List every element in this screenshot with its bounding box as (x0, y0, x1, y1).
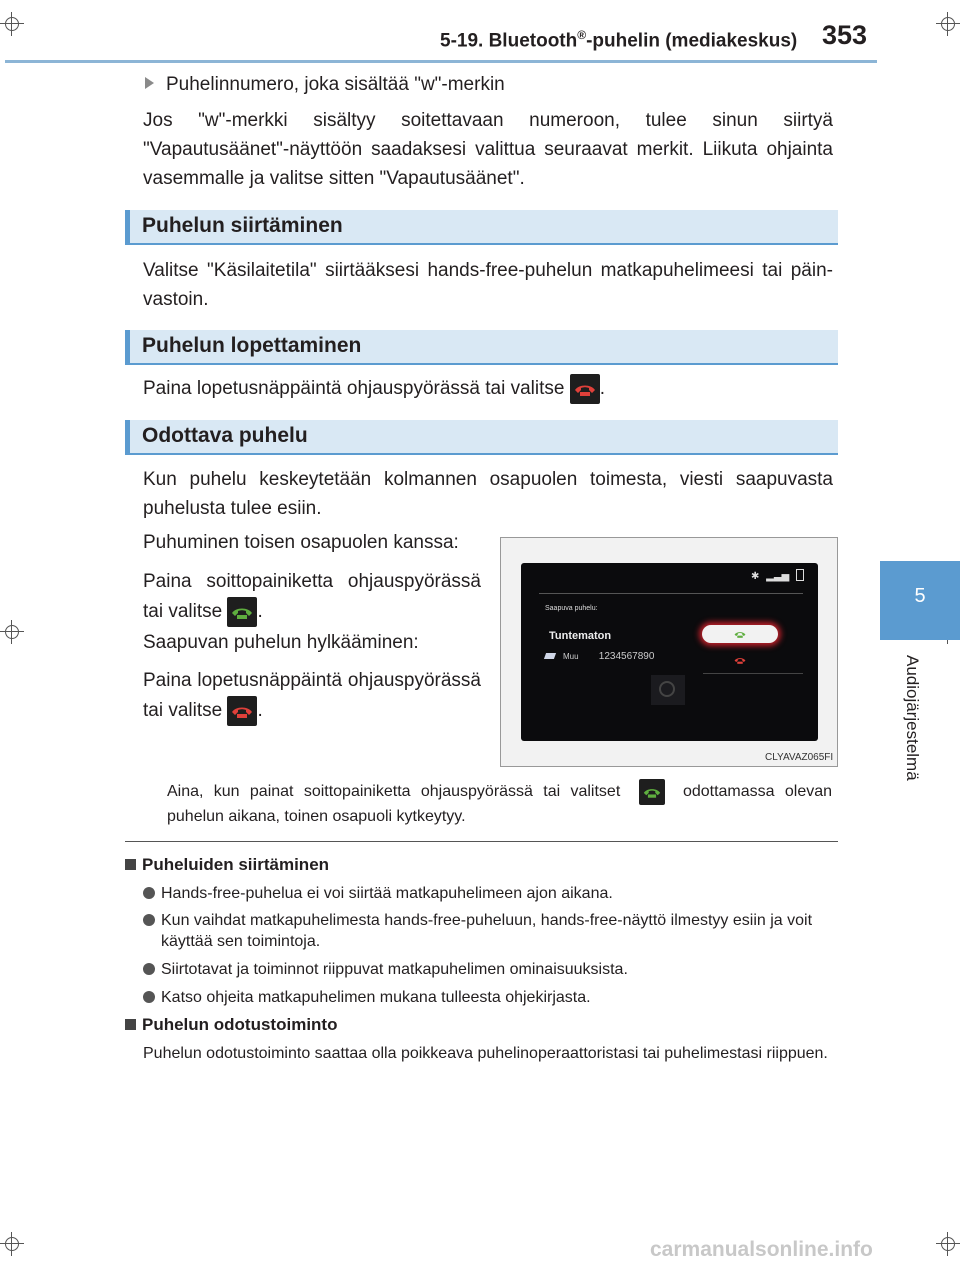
square-bullet-icon (125, 1019, 136, 1030)
phone-book-icon (544, 653, 556, 659)
answer-call-button-icon (227, 597, 257, 627)
notes-text-waiting: Puhelun odotustoiminto saattaa olla poikkeava puhelinoperaattoristasi tai puhelimestasi riippuen. (143, 1045, 828, 1062)
talk-text: Paina soittopainiketta ohjauspyörässä tai valitse . (143, 567, 481, 627)
header-rule (5, 60, 877, 63)
screen-divider (703, 673, 803, 674)
circle-bullet-icon (143, 963, 155, 975)
reject-heading: Saapuvan puhelun hylkääminen: (143, 632, 419, 653)
section-text-transfer: Valitse "Käsilaitetila" siirtääksesi hands-free-puhelun matkapuhelimeesi tai päin-vastoin. (143, 260, 833, 310)
battery-icon (796, 569, 804, 581)
signal-icon: ▂▃▅ (766, 571, 790, 582)
registration-mark (936, 12, 960, 36)
circle-bullet-icon (143, 991, 155, 1003)
incoming-call-title: Saapuva puhelu: (545, 605, 598, 612)
end-phone-icon (733, 654, 747, 666)
answer-phone-icon (733, 628, 747, 640)
section-text-end-call: Paina lopetusnäppäintä ohjauspyörässä tai valitse . (143, 374, 833, 404)
end-call-screen-button[interactable] (702, 651, 778, 669)
registration-mark (0, 12, 24, 36)
page-header-title: 5-19. Bluetooth®-puhelin (mediakeskus) (440, 28, 798, 52)
intro-text: Jos "w"-merkki sisältyy soitettavaan numeroon, tulee sinun siirtyä "Vapautusäänet"-näyttöön saadaksesi valittua seuraavat merkit. Liikuta ohjainta vasemmalle ja valitse sitten "Vapautusäänet". (143, 110, 833, 189)
circle-bullet-icon (143, 914, 155, 926)
waiting-note: Aina, kun painat soittopainiketta ohjauspyörässä tai valitset odottamassa olevan puhelun aikana, toinen osapuoli kytkeytyy. (167, 779, 832, 829)
notes-heading-transfer: Puheluiden siirtäminen (125, 855, 329, 875)
watermark: carmanualsonline.info (650, 1238, 873, 1261)
note-item: Kun vaihdat matkapuhelimesta hands-free-puheluun, hands-free-näyttö ilmestyy esiin ja voit käyttää sen toimintoja. (143, 910, 838, 952)
registration-mark (0, 1232, 24, 1256)
note-item: Katso ohjeita matkapuhelimen mukana tulleesta ohjekirjasta. (143, 987, 838, 1008)
end-call-button-icon (570, 374, 600, 404)
circle-bullet-icon (143, 887, 155, 899)
screen-illustration (500, 537, 838, 767)
disabled-button (651, 675, 685, 705)
reject-text: Paina lopetusnäppäintä ohjauspyörässä tai valitse . (143, 666, 481, 726)
section-divider (125, 841, 838, 842)
chapter-label: Audiojärjestelmä (903, 655, 922, 781)
square-bullet-icon (125, 859, 136, 870)
caller-name: Tuntematon (549, 630, 612, 642)
answer-call-screen-button[interactable] (702, 625, 778, 643)
end-call-button-icon (227, 696, 257, 726)
caller-detail: Muu 1234567890 (545, 651, 654, 662)
note-item: Hands-free-puhelua ei voi siirtää matkapuhelimeen ajon aikana. (143, 883, 838, 904)
page-number: 353 (822, 20, 868, 50)
bluetooth-icon: ✱ (751, 571, 760, 582)
figure-code: CLYAVAZ065FI (765, 752, 834, 763)
triangle-bullet-icon (145, 77, 154, 89)
intro-heading: Puhelinnumero, joka sisältää "w"-merkin (145, 74, 505, 96)
registration-mark (0, 620, 24, 644)
status-icons (751, 569, 804, 582)
section-text-waiting: Kun puhelu keskeytetään kolmannen osapuolen toimesta, viesti saapuvasta puhelusta tulee esiin. (143, 469, 833, 519)
chapter-tab: 5 (880, 561, 960, 640)
section-heading-end-call: Puhelun lopettaminen (125, 330, 838, 365)
section-heading-waiting: Odottava puhelu (125, 420, 838, 455)
prohibited-icon (659, 681, 675, 697)
screen-divider (539, 593, 803, 594)
section-heading-transfer: Puhelun siirtäminen (125, 210, 838, 245)
talk-heading: Puhuminen toisen osapuolen kanssa: (143, 532, 459, 553)
registration-mark (936, 1232, 960, 1256)
note-item: Siirtotavat ja toiminnot riippuvat matkapuhelimen ominaisuuksista. (143, 959, 838, 980)
display-screen (521, 563, 818, 741)
notes-heading-waiting: Puhelun odotustoiminto (125, 1015, 337, 1035)
answer-call-button-icon (639, 779, 665, 805)
